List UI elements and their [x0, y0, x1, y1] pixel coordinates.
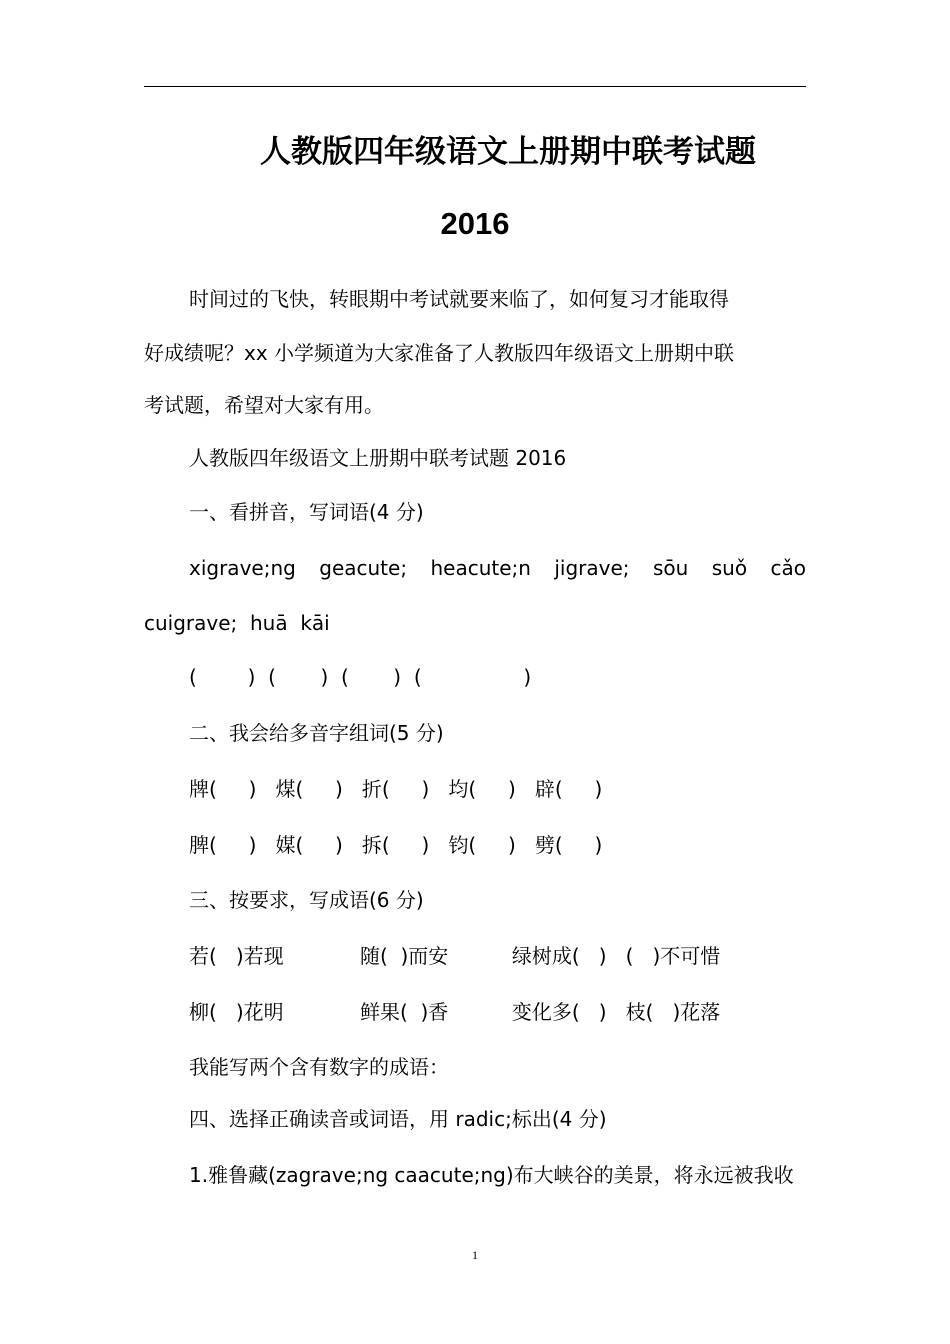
section-1-pinyin-row [144, 553, 806, 583]
pinyin-word: geacute; [319, 556, 408, 580]
section-3-heading: 三、按要求，写成语(6 分) [189, 888, 424, 912]
subtitle: 人教版四年级语文上册期中联考试题 2016 [189, 446, 567, 470]
pinyin-word: sōu [652, 556, 689, 580]
header-rule [144, 86, 806, 87]
section-3-row-2: 柳( )花明 鲜果( )香 变化多( ) 枝( )花落 [189, 1000, 721, 1024]
pinyin-word: xigrave;ng [189, 556, 296, 580]
pinyin-word: jigrave; [554, 556, 630, 580]
doc-title: 人教版四年级语文上册期中联考试题 [260, 134, 756, 170]
doc-title-year: 2016 [440, 206, 510, 241]
section-3-row-1: 若( )若现 随( )而安 绿树成( ) ( )不可惜 [189, 944, 721, 968]
page-number: 1 [472, 1248, 478, 1262]
section-1-pinyin-continued: cuigrave; huā kāi [144, 611, 330, 635]
pinyin-word: suǒ [711, 556, 748, 580]
section-1-answer-blanks: ( ) ( ) ( ) ( ) [189, 665, 532, 689]
intro-line-2: 好成绩呢？xx 小学频道为大家准备了人教版四年级语文上册期中联 [144, 341, 735, 365]
pinyin-word: cǎo [770, 556, 806, 580]
section-4-heading: 四、选择正确读音或词语，用 radic;标出(4 分) [189, 1107, 607, 1131]
section-2-row-2: 脾( ) 媒( ) 拆( ) 钧( ) 劈( ) [189, 833, 603, 857]
section-4-question-1: 1.雅鲁藏(zagrave;ng caacute;ng)布大峡谷的美景，将永远被我收 [189, 1163, 794, 1187]
pinyin-word: heacute;n [430, 556, 531, 580]
section-2-row-1: 牌( ) 煤( ) 折( ) 均( ) 辟( ) [189, 777, 603, 801]
section-1-heading: 一、看拼音，写词语(4 分) [189, 500, 424, 524]
intro-line-1: 时间过的飞快，转眼期中考试就要来临了，如何复习才能取得 [189, 287, 729, 311]
intro-line-3: 考试题，希望对大家有用。 [144, 393, 384, 417]
section-3-extra: 我能写两个含有数字的成语： [189, 1055, 449, 1079]
section-2-heading: 二、我会给多音字组词(5 分) [189, 721, 444, 745]
